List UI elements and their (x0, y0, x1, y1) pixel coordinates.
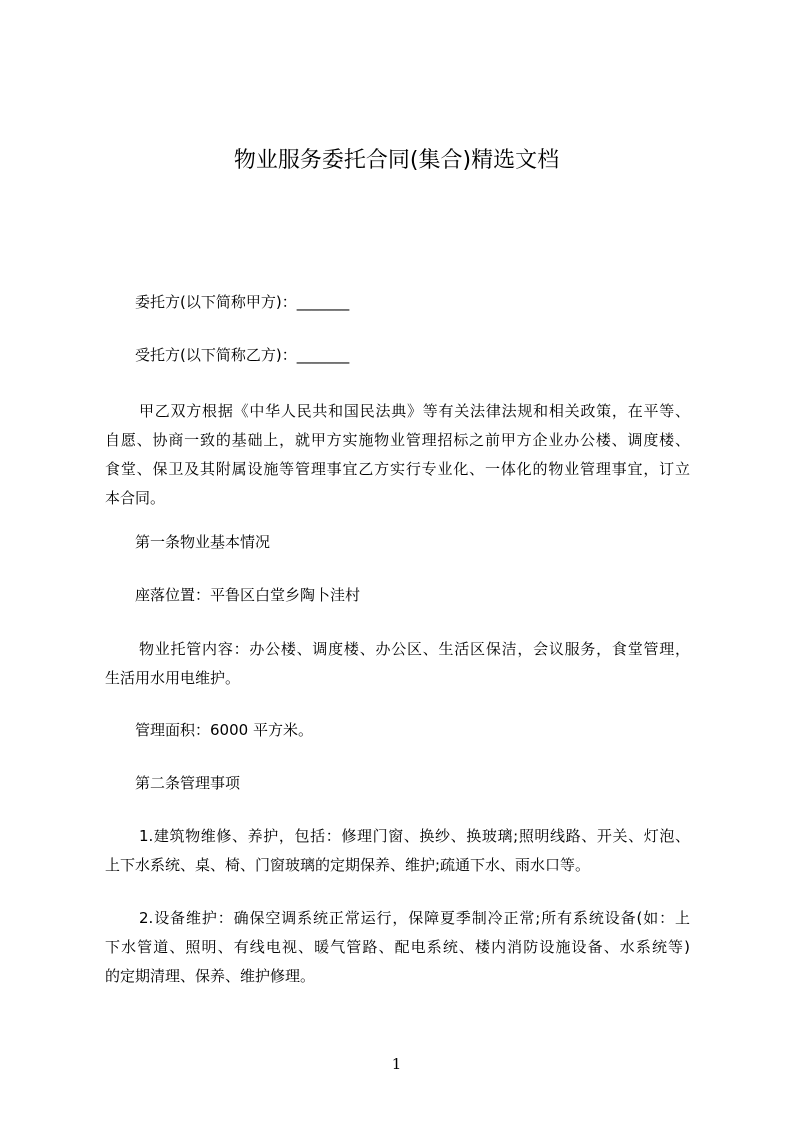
item-1-line: 1.建筑物维修、养护，包括：修理门窗、换纱、换玻璃;照明线路、开关、灯泡、 (139, 827, 690, 845)
intro-line: 食堂、保卫及其附属设施等管理事宜乙方实行专业化、一体化的物业管理事宜，订立 (105, 460, 690, 478)
article-2-heading: 第二条管理事项 (135, 774, 241, 792)
article-1-heading: 第一条物业基本情况 (135, 533, 271, 551)
area-line: 管理面积：6000 平方米。 (135, 721, 313, 739)
intro-line: 本合同。 (105, 489, 166, 507)
page-number: 1 (391, 1055, 402, 1073)
item-2-line: 的定期清理、保养、维护修理。 (105, 967, 316, 985)
item-2-line: 2.设备维护：确保空调系统正常运行，保障夏季制冷正常;所有系统设备(如：上 (139, 909, 690, 927)
document-title: 物业服务委托合同(集合)精选文档 (233, 148, 560, 173)
item-2-line: 下水管道、照明、有线电视、暖气管路、配电系统、楼内消防设施设备、水系统等) (105, 938, 690, 956)
location-line: 座落位置：平鲁区白堂乡陶卜洼村 (135, 586, 361, 604)
intro-line: 自愿、协商一致的基础上，就甲方实施物业管理招标之前甲方企业办公楼、调度楼、 (105, 431, 690, 449)
intro-line: 甲乙双方根据《中华人民共和国民法典》等有关法律法规和相关政策，在平等、 (139, 402, 690, 420)
party-b-line: 受托方(以下简称乙方)：_______ (135, 346, 350, 364)
party-a-line: 委托方(以下简称甲方)：_______ (135, 293, 350, 311)
content-line: 物业托管内容：办公楼、调度楼、办公区、生活区保洁，会议服务，食堂管理， (139, 640, 690, 658)
item-1-line: 上下水系统、桌、椅、门窗玻璃的定期保养、维护;疏通下水、雨水口等。 (105, 856, 591, 874)
content-line: 生活用水用电维护。 (105, 669, 241, 687)
